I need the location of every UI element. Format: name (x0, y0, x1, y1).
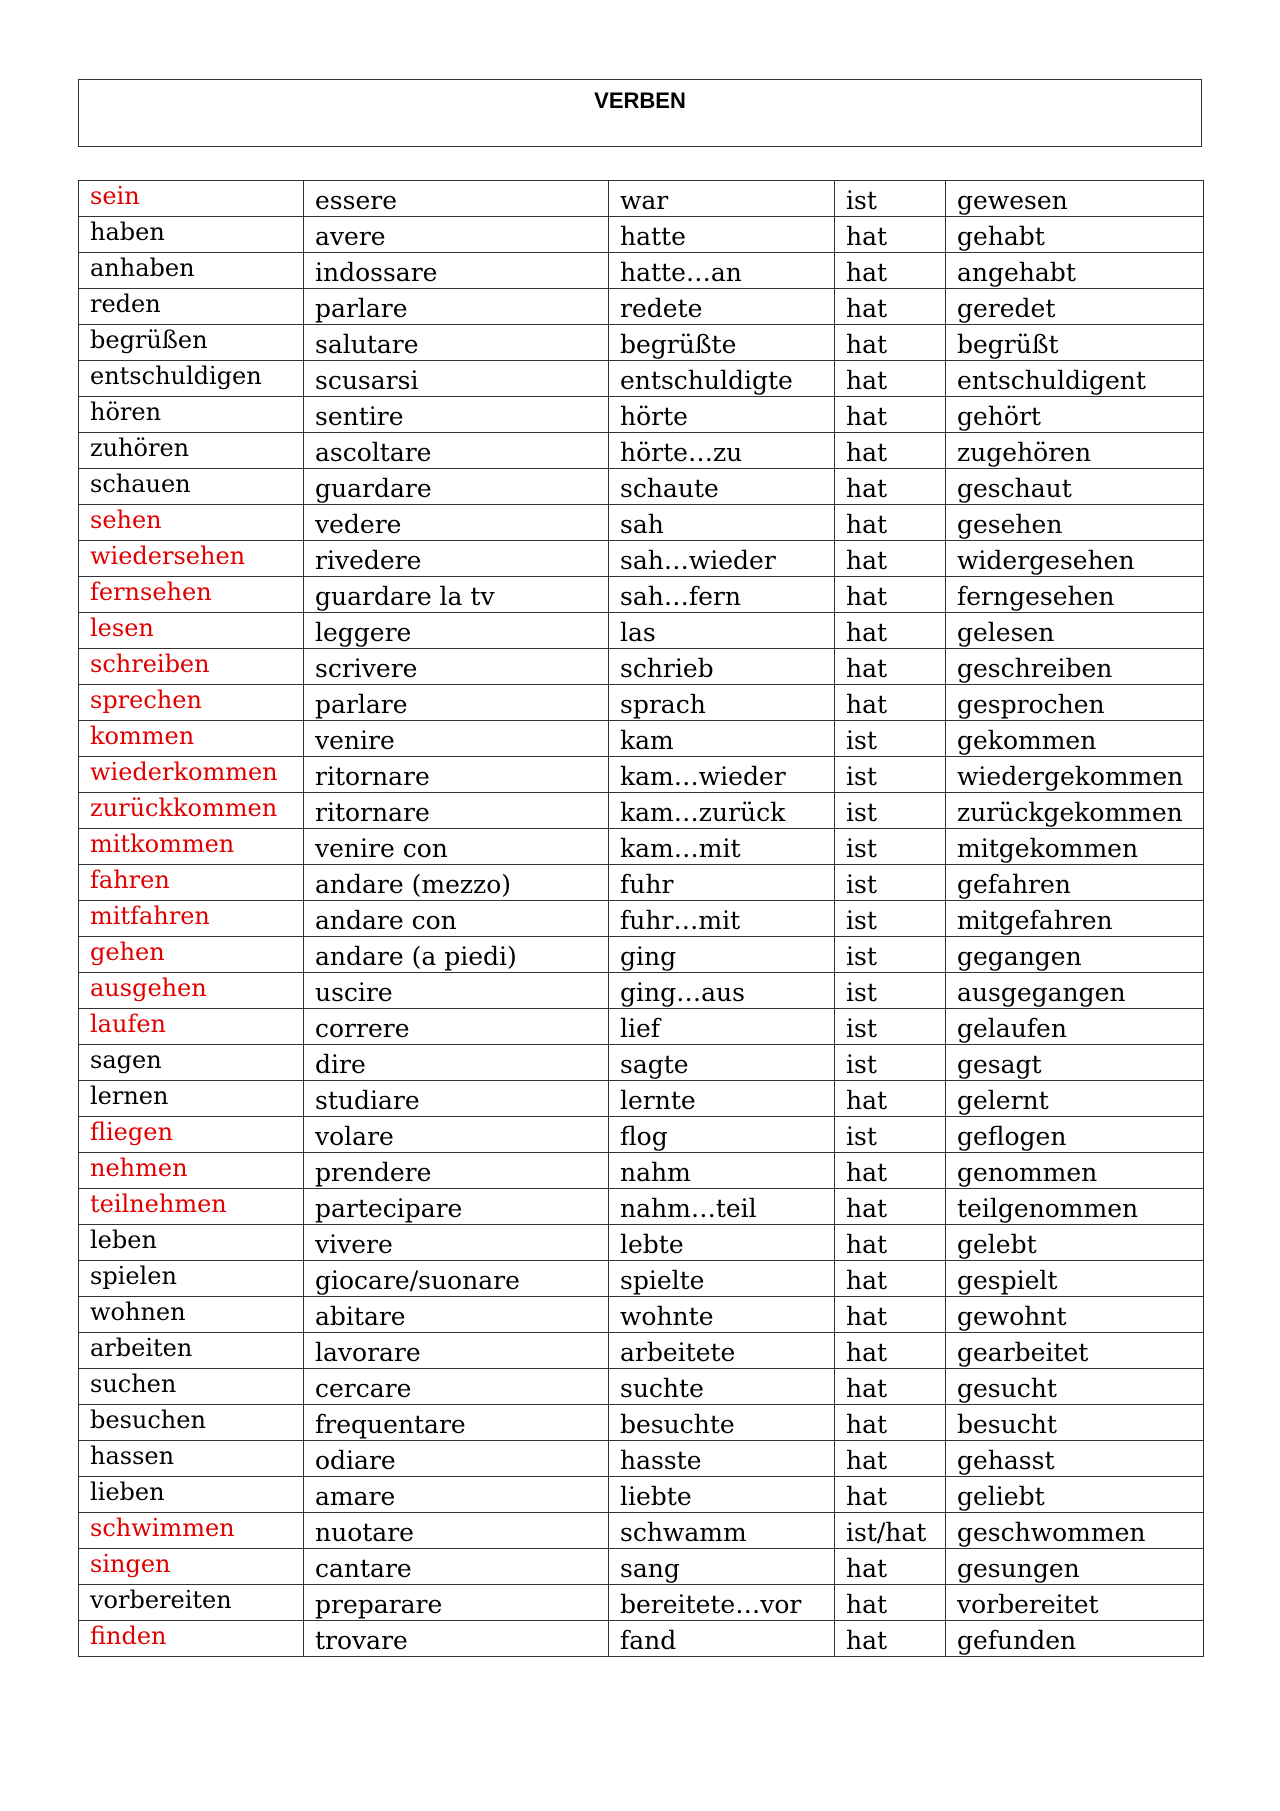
partizip-cell: mitgekommen (946, 829, 1204, 865)
partizip-cell: widergesehen (946, 541, 1204, 577)
praeteritum-cell: war (609, 181, 835, 217)
italian-translation-cell: guardare la tv (304, 577, 609, 613)
praeteritum-cell: las (609, 613, 835, 649)
praeteritum-cell: fand (609, 1621, 835, 1657)
praeteritum-cell: sah…wieder (609, 541, 835, 577)
infinitive-cell: entschuldigen (79, 361, 304, 397)
auxiliary-cell: ist (835, 829, 946, 865)
partizip-cell: geliebt (946, 1477, 1204, 1513)
italian-translation-cell: andare (mezzo) (304, 865, 609, 901)
table-row (79, 1441, 1204, 1477)
partizip-cell: begrüßt (946, 325, 1204, 361)
auxiliary-cell: hat (835, 505, 946, 541)
partizip-cell: besucht (946, 1405, 1204, 1441)
praeteritum-cell: entschuldigte (609, 361, 835, 397)
table-row (79, 505, 1204, 541)
infinitive-cell: schwimmen (79, 1513, 304, 1549)
italian-translation-cell: parlare (304, 289, 609, 325)
infinitive-cell: sein (79, 181, 304, 217)
auxiliary-cell: hat (835, 1585, 946, 1621)
praeteritum-cell: schrieb (609, 649, 835, 685)
infinitive-cell: mitkommen (79, 829, 304, 865)
partizip-cell: gespielt (946, 1261, 1204, 1297)
praeteritum-cell: lernte (609, 1081, 835, 1117)
italian-translation-cell: sentire (304, 397, 609, 433)
praeteritum-cell: lebte (609, 1225, 835, 1261)
infinitive-cell: sehen (79, 505, 304, 541)
infinitive-cell: wohnen (79, 1297, 304, 1333)
auxiliary-cell: ist (835, 1117, 946, 1153)
auxiliary-cell: ist (835, 937, 946, 973)
italian-translation-cell: ritornare (304, 793, 609, 829)
table-row (79, 1225, 1204, 1261)
italian-translation-cell: odiare (304, 1441, 609, 1477)
table-row (79, 1369, 1204, 1405)
auxiliary-cell: hat (835, 1477, 946, 1513)
infinitive-cell: begrüßen (79, 325, 304, 361)
infinitive-cell: mitfahren (79, 901, 304, 937)
table-row (79, 829, 1204, 865)
italian-translation-cell: scrivere (304, 649, 609, 685)
auxiliary-cell: hat (835, 469, 946, 505)
verb-table (78, 180, 1204, 1657)
partizip-cell: mitgefahren (946, 901, 1204, 937)
infinitive-cell: leben (79, 1225, 304, 1261)
table-row (79, 1261, 1204, 1297)
praeteritum-cell: kam…mit (609, 829, 835, 865)
infinitive-cell: hassen (79, 1441, 304, 1477)
table-row (79, 361, 1204, 397)
auxiliary-cell: ist (835, 757, 946, 793)
praeteritum-cell: kam…wieder (609, 757, 835, 793)
table-row (79, 1297, 1204, 1333)
praeteritum-cell: bereitete…vor (609, 1585, 835, 1621)
infinitive-cell: lieben (79, 1477, 304, 1513)
praeteritum-cell: spielte (609, 1261, 835, 1297)
praeteritum-cell: schaute (609, 469, 835, 505)
auxiliary-cell: ist (835, 181, 946, 217)
italian-translation-cell: amare (304, 1477, 609, 1513)
partizip-cell: gearbeitet (946, 1333, 1204, 1369)
italian-translation-cell: venire (304, 721, 609, 757)
partizip-cell: gegangen (946, 937, 1204, 973)
table-row (79, 469, 1204, 505)
table-row (79, 397, 1204, 433)
partizip-cell: gewesen (946, 181, 1204, 217)
auxiliary-cell: ist (835, 973, 946, 1009)
partizip-cell: geschaut (946, 469, 1204, 505)
auxiliary-cell: hat (835, 1441, 946, 1477)
partizip-cell: gehasst (946, 1441, 1204, 1477)
auxiliary-cell: ist/hat (835, 1513, 946, 1549)
praeteritum-cell: sang (609, 1549, 835, 1585)
infinitive-cell: anhaben (79, 253, 304, 289)
italian-translation-cell: abitare (304, 1297, 609, 1333)
table-row (79, 1045, 1204, 1081)
praeteritum-cell: nahm…teil (609, 1189, 835, 1225)
table-row (79, 1117, 1204, 1153)
infinitive-cell: sprechen (79, 685, 304, 721)
partizip-cell: teilgenommen (946, 1189, 1204, 1225)
partizip-cell: gesehen (946, 505, 1204, 541)
italian-translation-cell: scusarsi (304, 361, 609, 397)
auxiliary-cell: ist (835, 1045, 946, 1081)
praeteritum-cell: flog (609, 1117, 835, 1153)
auxiliary-cell: hat (835, 361, 946, 397)
auxiliary-cell: ist (835, 865, 946, 901)
italian-translation-cell: andare (a piedi) (304, 937, 609, 973)
italian-translation-cell: salutare (304, 325, 609, 361)
infinitive-cell: laufen (79, 1009, 304, 1045)
italian-translation-cell: lavorare (304, 1333, 609, 1369)
italian-translation-cell: partecipare (304, 1189, 609, 1225)
praeteritum-cell: arbeitete (609, 1333, 835, 1369)
infinitive-cell: gehen (79, 937, 304, 973)
infinitive-cell: zurückkommen (79, 793, 304, 829)
partizip-cell: gekommen (946, 721, 1204, 757)
praeteritum-cell: sah…fern (609, 577, 835, 613)
praeteritum-cell: lief (609, 1009, 835, 1045)
infinitive-cell: schreiben (79, 649, 304, 685)
partizip-cell: zurückgekommen (946, 793, 1204, 829)
table-row (79, 1585, 1204, 1621)
auxiliary-cell: ist (835, 1009, 946, 1045)
auxiliary-cell: hat (835, 289, 946, 325)
infinitive-cell: kommen (79, 721, 304, 757)
italian-translation-cell: essere (304, 181, 609, 217)
partizip-cell: gelernt (946, 1081, 1204, 1117)
italian-translation-cell: giocare/suonare (304, 1261, 609, 1297)
table-row (79, 721, 1204, 757)
infinitive-cell: fernsehen (79, 577, 304, 613)
auxiliary-cell: hat (835, 1621, 946, 1657)
auxiliary-cell: hat (835, 1189, 946, 1225)
praeteritum-cell: hasste (609, 1441, 835, 1477)
table-row (79, 289, 1204, 325)
infinitive-cell: suchen (79, 1369, 304, 1405)
italian-translation-cell: studiare (304, 1081, 609, 1117)
auxiliary-cell: hat (835, 1549, 946, 1585)
infinitive-cell: vorbereiten (79, 1585, 304, 1621)
table-row (79, 1081, 1204, 1117)
italian-translation-cell: leggere (304, 613, 609, 649)
auxiliary-cell: hat (835, 1297, 946, 1333)
table-row (79, 181, 1204, 217)
partizip-cell: angehabt (946, 253, 1204, 289)
praeteritum-cell: schwamm (609, 1513, 835, 1549)
praeteritum-cell: ging…aus (609, 973, 835, 1009)
praeteritum-cell: hatte (609, 217, 835, 253)
partizip-cell: gefunden (946, 1621, 1204, 1657)
italian-translation-cell: frequentare (304, 1405, 609, 1441)
italian-translation-cell: nuotare (304, 1513, 609, 1549)
auxiliary-cell: hat (835, 613, 946, 649)
infinitive-cell: haben (79, 217, 304, 253)
italian-translation-cell: vedere (304, 505, 609, 541)
italian-translation-cell: avere (304, 217, 609, 253)
partizip-cell: gelebt (946, 1225, 1204, 1261)
partizip-cell: gelesen (946, 613, 1204, 649)
infinitive-cell: singen (79, 1549, 304, 1585)
partizip-cell: ausgegangen (946, 973, 1204, 1009)
auxiliary-cell: hat (835, 1333, 946, 1369)
auxiliary-cell: ist (835, 721, 946, 757)
table-row (79, 1405, 1204, 1441)
infinitive-cell: nehmen (79, 1153, 304, 1189)
table-row (79, 1621, 1204, 1657)
praeteritum-cell: suchte (609, 1369, 835, 1405)
infinitive-cell: finden (79, 1621, 304, 1657)
praeteritum-cell: besuchte (609, 1405, 835, 1441)
italian-translation-cell: ascoltare (304, 433, 609, 469)
italian-translation-cell: andare con (304, 901, 609, 937)
title-box (78, 79, 1202, 147)
partizip-cell: zugehören (946, 433, 1204, 469)
infinitive-cell: fahren (79, 865, 304, 901)
partizip-cell: geschwommen (946, 1513, 1204, 1549)
auxiliary-cell: hat (835, 217, 946, 253)
infinitive-cell: teilnehmen (79, 1189, 304, 1225)
praeteritum-cell: liebte (609, 1477, 835, 1513)
infinitive-cell: fliegen (79, 1117, 304, 1153)
partizip-cell: gesprochen (946, 685, 1204, 721)
table-row (79, 1549, 1204, 1585)
partizip-cell: gefahren (946, 865, 1204, 901)
partizip-cell: gehabt (946, 217, 1204, 253)
italian-translation-cell: cantare (304, 1549, 609, 1585)
praeteritum-cell: fuhr…mit (609, 901, 835, 937)
infinitive-cell: hören (79, 397, 304, 433)
auxiliary-cell: ist (835, 901, 946, 937)
table-row (79, 433, 1204, 469)
partizip-cell: geredet (946, 289, 1204, 325)
infinitive-cell: zuhören (79, 433, 304, 469)
italian-translation-cell: guardare (304, 469, 609, 505)
praeteritum-cell: wohnte (609, 1297, 835, 1333)
table-row (79, 541, 1204, 577)
praeteritum-cell: fuhr (609, 865, 835, 901)
infinitive-cell: schauen (79, 469, 304, 505)
praeteritum-cell: hatte…an (609, 253, 835, 289)
table-row (79, 577, 1204, 613)
auxiliary-cell: hat (835, 1153, 946, 1189)
table-row (79, 937, 1204, 973)
italian-translation-cell: indossare (304, 253, 609, 289)
italian-translation-cell: ritornare (304, 757, 609, 793)
verb-table-body (79, 181, 1204, 1657)
partizip-cell: gehört (946, 397, 1204, 433)
table-row (79, 973, 1204, 1009)
partizip-cell: gewohnt (946, 1297, 1204, 1333)
partizip-cell: geflogen (946, 1117, 1204, 1153)
italian-translation-cell: preparare (304, 1585, 609, 1621)
table-row (79, 1333, 1204, 1369)
partizip-cell: wiedergekommen (946, 757, 1204, 793)
auxiliary-cell: hat (835, 649, 946, 685)
auxiliary-cell: hat (835, 1081, 946, 1117)
auxiliary-cell: hat (835, 397, 946, 433)
auxiliary-cell: hat (835, 541, 946, 577)
table-row (79, 1513, 1204, 1549)
praeteritum-cell: kam…zurück (609, 793, 835, 829)
infinitive-cell: reden (79, 289, 304, 325)
auxiliary-cell: hat (835, 1369, 946, 1405)
infinitive-cell: ausgehen (79, 973, 304, 1009)
italian-translation-cell: dire (304, 1045, 609, 1081)
italian-translation-cell: volare (304, 1117, 609, 1153)
italian-translation-cell: trovare (304, 1621, 609, 1657)
infinitive-cell: sagen (79, 1045, 304, 1081)
partizip-cell: ferngesehen (946, 577, 1204, 613)
infinitive-cell: wiederkommen (79, 757, 304, 793)
table-row (79, 217, 1204, 253)
table-row (79, 793, 1204, 829)
partizip-cell: entschuldigent (946, 361, 1204, 397)
auxiliary-cell: hat (835, 685, 946, 721)
auxiliary-cell: hat (835, 433, 946, 469)
auxiliary-cell: ist (835, 793, 946, 829)
auxiliary-cell: hat (835, 1405, 946, 1441)
infinitive-cell: spielen (79, 1261, 304, 1297)
partizip-cell: gelaufen (946, 1009, 1204, 1045)
praeteritum-cell: begrüßte (609, 325, 835, 361)
praeteritum-cell: sagte (609, 1045, 835, 1081)
praeteritum-cell: redete (609, 289, 835, 325)
table-row (79, 649, 1204, 685)
table-row (79, 253, 1204, 289)
table-row (79, 325, 1204, 361)
italian-translation-cell: vivere (304, 1225, 609, 1261)
table-row (79, 865, 1204, 901)
table-row (79, 1477, 1204, 1513)
infinitive-cell: wiedersehen (79, 541, 304, 577)
italian-translation-cell: venire con (304, 829, 609, 865)
praeteritum-cell: ging (609, 937, 835, 973)
praeteritum-cell: hörte…zu (609, 433, 835, 469)
infinitive-cell: besuchen (79, 1405, 304, 1441)
praeteritum-cell: sprach (609, 685, 835, 721)
infinitive-cell: arbeiten (79, 1333, 304, 1369)
italian-translation-cell: cercare (304, 1369, 609, 1405)
infinitive-cell: lernen (79, 1081, 304, 1117)
italian-translation-cell: rivedere (304, 541, 609, 577)
table-row (79, 613, 1204, 649)
page-title: VERBEN (594, 88, 686, 113)
auxiliary-cell: hat (835, 1225, 946, 1261)
praeteritum-cell: kam (609, 721, 835, 757)
auxiliary-cell: hat (835, 253, 946, 289)
italian-translation-cell: parlare (304, 685, 609, 721)
auxiliary-cell: hat (835, 325, 946, 361)
table-row (79, 901, 1204, 937)
partizip-cell: geschreiben (946, 649, 1204, 685)
infinitive-cell: lesen (79, 613, 304, 649)
partizip-cell: vorbereitet (946, 1585, 1204, 1621)
auxiliary-cell: hat (835, 577, 946, 613)
partizip-cell: gesucht (946, 1369, 1204, 1405)
partizip-cell: gesungen (946, 1549, 1204, 1585)
italian-translation-cell: correre (304, 1009, 609, 1045)
auxiliary-cell: hat (835, 1261, 946, 1297)
praeteritum-cell: sah (609, 505, 835, 541)
table-row (79, 1189, 1204, 1225)
partizip-cell: genommen (946, 1153, 1204, 1189)
partizip-cell: gesagt (946, 1045, 1204, 1081)
table-row (79, 757, 1204, 793)
praeteritum-cell: nahm (609, 1153, 835, 1189)
table-row (79, 685, 1204, 721)
italian-translation-cell: uscire (304, 973, 609, 1009)
praeteritum-cell: hörte (609, 397, 835, 433)
table-row (79, 1009, 1204, 1045)
italian-translation-cell: prendere (304, 1153, 609, 1189)
table-row (79, 1153, 1204, 1189)
